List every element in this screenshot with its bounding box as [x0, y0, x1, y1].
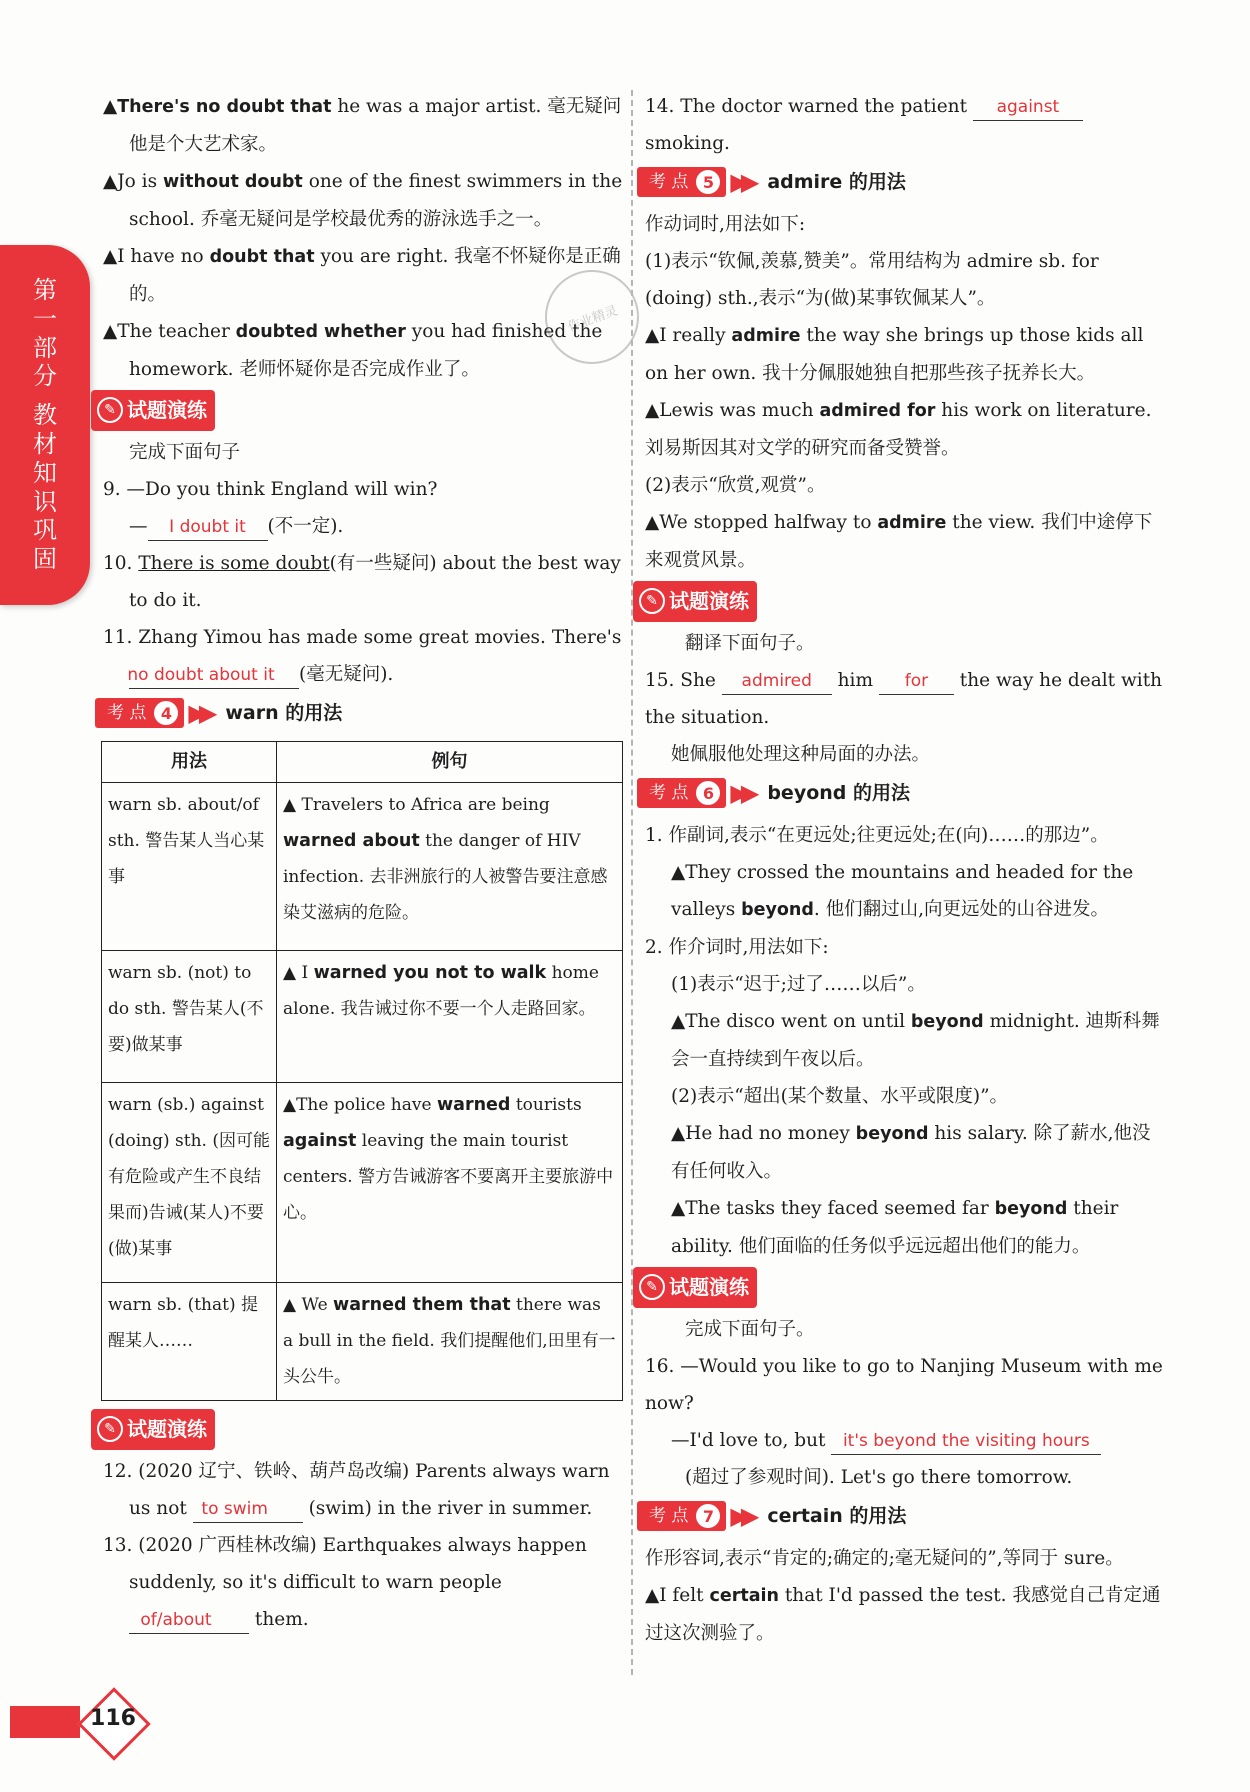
usage-point: 作形容词,表示“肯定的;确定的;毫无疑问的”,等同于 sure。 [645, 1548, 1124, 1569]
right-column [645, 88, 1165, 1652]
table-row [102, 1283, 623, 1401]
side-tab-char: 第 [33, 276, 57, 305]
question-15-translation: 她佩服他处理这种局面的办法。 [671, 744, 931, 765]
section-header-practice [633, 1269, 1165, 1305]
practice-label: ✎ 试题演练 [633, 1267, 757, 1308]
double-arrow-icon: ▶▶ [188, 698, 210, 727]
question-13: 13. (2020 广西桂林改编) Earthquakes always happen suddenly, so it's difficult to warn people of/about them. [103, 1527, 625, 1638]
answer-blank[interactable]: admired [722, 668, 832, 695]
example-sentence: ▲I felt certain that I'd passed the test. 我感觉自己肯定通过这次测验了。 [645, 1585, 1161, 1644]
kaodian-title: warn 的用法 [225, 701, 343, 724]
question-11: 11. Zhang Yimou has made some great movies. There's no doubt about it (毫无疑问). [103, 619, 625, 693]
example-sentence: ▲I have no doubt that you are right. 我毫不怀疑你是正确的。 [103, 246, 621, 305]
answer-blank[interactable]: no doubt about it [129, 662, 299, 689]
example-sentence: ▲The tasks they faced seemed far beyond their ability. 他们面临的任务似乎远远超出他们的能力。 [671, 1198, 1119, 1257]
page-number: 116 [90, 1706, 136, 1731]
section-header-practice [91, 392, 625, 428]
side-tab-char: 识 [33, 487, 57, 516]
instruction: 翻译下面句子。 [685, 633, 815, 654]
side-tab-char: 分 [33, 362, 57, 391]
usage-cell: warn sb. (that) 提醒某人…… [102, 1283, 277, 1401]
example-cell: ▲ Travelers to Africa are being warned about the danger of HIV infection. 去非洲旅行的人被警告要注意感染艾滋病的危险。 [277, 783, 623, 951]
question-16: 16. —Would you like to go to Nanjing Museum with me now? [645, 1356, 1163, 1414]
example-sentence: ▲Lewis was much admired for his work on literature. 刘易斯因其对文学的研究而备受赞誉。 [645, 400, 1152, 459]
side-tab-char: 部 [33, 333, 57, 362]
example-cell: ▲ I warned you not to walk home alone. 我告诫过你不要一个人走路回家。 [277, 951, 623, 1083]
side-tab-char: 固 [33, 545, 57, 574]
section-header-practice [633, 583, 1165, 619]
practice-icon: ✎ [97, 397, 123, 423]
question-14: 14. The doctor warned the patient against smoking. [645, 88, 1165, 162]
example-sentence: ▲I really admire the way she brings up those kids all on her own. 我十分佩服她独自把那些孩子抚养长大。 [645, 325, 1144, 384]
example-cell: ▲The police have warned tourists against leaving the main tourist centers. 警方告诫游客不要离开主要旅游中心。 [277, 1083, 623, 1283]
usage-point: (2)表示“欣赏,观赏”。 [645, 475, 826, 496]
practice-label: ✎ 试题演练 [91, 390, 215, 431]
practice-icon: ✎ [639, 1274, 665, 1300]
side-tab-char: 巩 [33, 516, 57, 545]
kaodian-label: 考 点 7 [637, 1501, 726, 1531]
kaodian-title: admire 的用法 [767, 170, 906, 193]
table-header: 用法 [102, 742, 277, 783]
usage-cell: warn sb. about/of sth. 警告某人当心某事 [102, 783, 277, 951]
example-sentence: ▲The disco went on until beyond midnight. 迪斯科舞会一直持续到午夜以后。 [671, 1011, 1160, 1070]
kaodian-title: certain 的用法 [767, 1504, 907, 1527]
answer-blank[interactable]: of/about [129, 1607, 249, 1634]
usage-cell: warn (sb.) against (doing) sth. (因可能有危险或产生不良结果而)告诫(某人)不要(做)某事 [102, 1083, 277, 1283]
answer-blank[interactable]: I doubt it [148, 514, 268, 541]
table-header: 例句 [277, 742, 623, 783]
question-16-answer-line: —I'd love to, but it's beyond the visiting hours [645, 1422, 1165, 1459]
side-tab-char: 一 [33, 304, 57, 333]
usage-table [101, 741, 623, 1401]
answer-blank[interactable]: against [973, 94, 1083, 121]
example-cell: ▲ We warned them that there was a bull in the field. 我们提醒他们,田里有一头公牛。 [277, 1283, 623, 1401]
left-column [103, 88, 625, 1638]
example-sentence: ▲The teacher doubted whether you had finished the homework. 老师怀疑你是否完成作业了。 [103, 321, 603, 380]
kaodian-6-header [637, 775, 1165, 811]
double-arrow-icon: ▶▶ [730, 1501, 752, 1530]
stamp-text: 作业精灵 [565, 302, 620, 335]
answer-blank[interactable]: for [879, 668, 954, 695]
table-row [102, 783, 623, 951]
answer-blank[interactable]: it's beyond the visiting hours [831, 1428, 1101, 1455]
side-tab-char: 教 [33, 401, 57, 430]
instruction: 完成下面句子。 [685, 1319, 815, 1340]
kaodian-label: 考 点 4 [95, 698, 184, 728]
question-9: 9. —Do you think England will win? [103, 479, 438, 500]
practice-label: ✎ 试题演练 [91, 1409, 215, 1450]
side-tab-char: 材 [33, 430, 57, 458]
usage-subpoint: (2)表示“超出(某个数量、水平或限度)”。 [671, 1086, 1009, 1107]
answer-blank[interactable]: to swim [193, 1496, 303, 1523]
example-sentence: ▲Jo is without doubt one of the finest swimmers in the school. 乔毫无疑问是学校最优秀的游泳选手之一。 [103, 171, 623, 230]
practice-icon: ✎ [639, 588, 665, 614]
practice-label: ✎ 试题演练 [633, 581, 757, 622]
kaodian-label: 考 点 5 [637, 167, 726, 197]
usage-intro: 作动词时,用法如下: [645, 214, 806, 235]
side-tab-char: 知 [33, 458, 57, 487]
instruction: 完成下面句子 [129, 442, 241, 463]
question-16-note: (超过了参观时间). Let's go there tomorrow. [685, 1467, 1073, 1488]
side-tab [0, 245, 90, 605]
double-arrow-icon: ▶▶ [730, 167, 752, 196]
usage-cell: warn sb. (not) to do sth. 警告某人(不要)做某事 [102, 951, 277, 1083]
question-15: 15. She admired him for the way he dealt with the situation. [645, 670, 1163, 728]
usage-point: 2. 作介词时,用法如下: [645, 937, 829, 958]
page-number-badge [70, 1698, 156, 1744]
question-9-answer-line: — I doubt it (不一定). [103, 508, 625, 545]
example-sentence: ▲There's no doubt that he was a major artist. 毫无疑问他是个大艺术家。 [103, 96, 622, 155]
practice-icon: ✎ [97, 1416, 123, 1442]
question-10: 10. There is some doubt(有一些疑问) about the best way to do it. [103, 553, 621, 611]
double-arrow-icon: ▶▶ [730, 778, 752, 807]
kaodian-4-header [95, 695, 625, 731]
table-row [102, 951, 623, 1083]
section-header-practice [91, 1411, 625, 1447]
table-row [102, 1083, 623, 1283]
kaodian-7-header [637, 1498, 1165, 1534]
usage-point: 1. 作副词,表示“在更远处;往更远处;在(向)……的那边”。 [645, 825, 1109, 846]
kaodian-label: 考 点 6 [637, 778, 726, 808]
question-12: 12. (2020 辽宁、铁岭、葫芦岛改编) Parents always warn us not to swim (swim) in the river in summer. [103, 1453, 625, 1527]
column-divider [631, 90, 633, 1675]
example-sentence: ▲They crossed the mountains and headed for the valleys beyond. 他们翻过山,向更远处的山谷进发。 [671, 862, 1134, 920]
kaodian-5-header [637, 164, 1165, 200]
example-sentence: ▲We stopped halfway to admire the view. 我们中途停下来观赏风景。 [645, 512, 1153, 571]
kaodian-title: beyond 的用法 [767, 781, 910, 804]
usage-subpoint: (1)表示“迟于;过了……以后”。 [671, 974, 926, 995]
example-sentence: ▲He had no money beyond his salary. 除了薪水,他没有任何收入。 [671, 1123, 1151, 1182]
usage-point: (1)表示“钦佩,羡慕,赞美”。常用结构为 admire sb. for (doing) sth.,表示“为(做)某事钦佩某人”。 [645, 251, 1099, 309]
